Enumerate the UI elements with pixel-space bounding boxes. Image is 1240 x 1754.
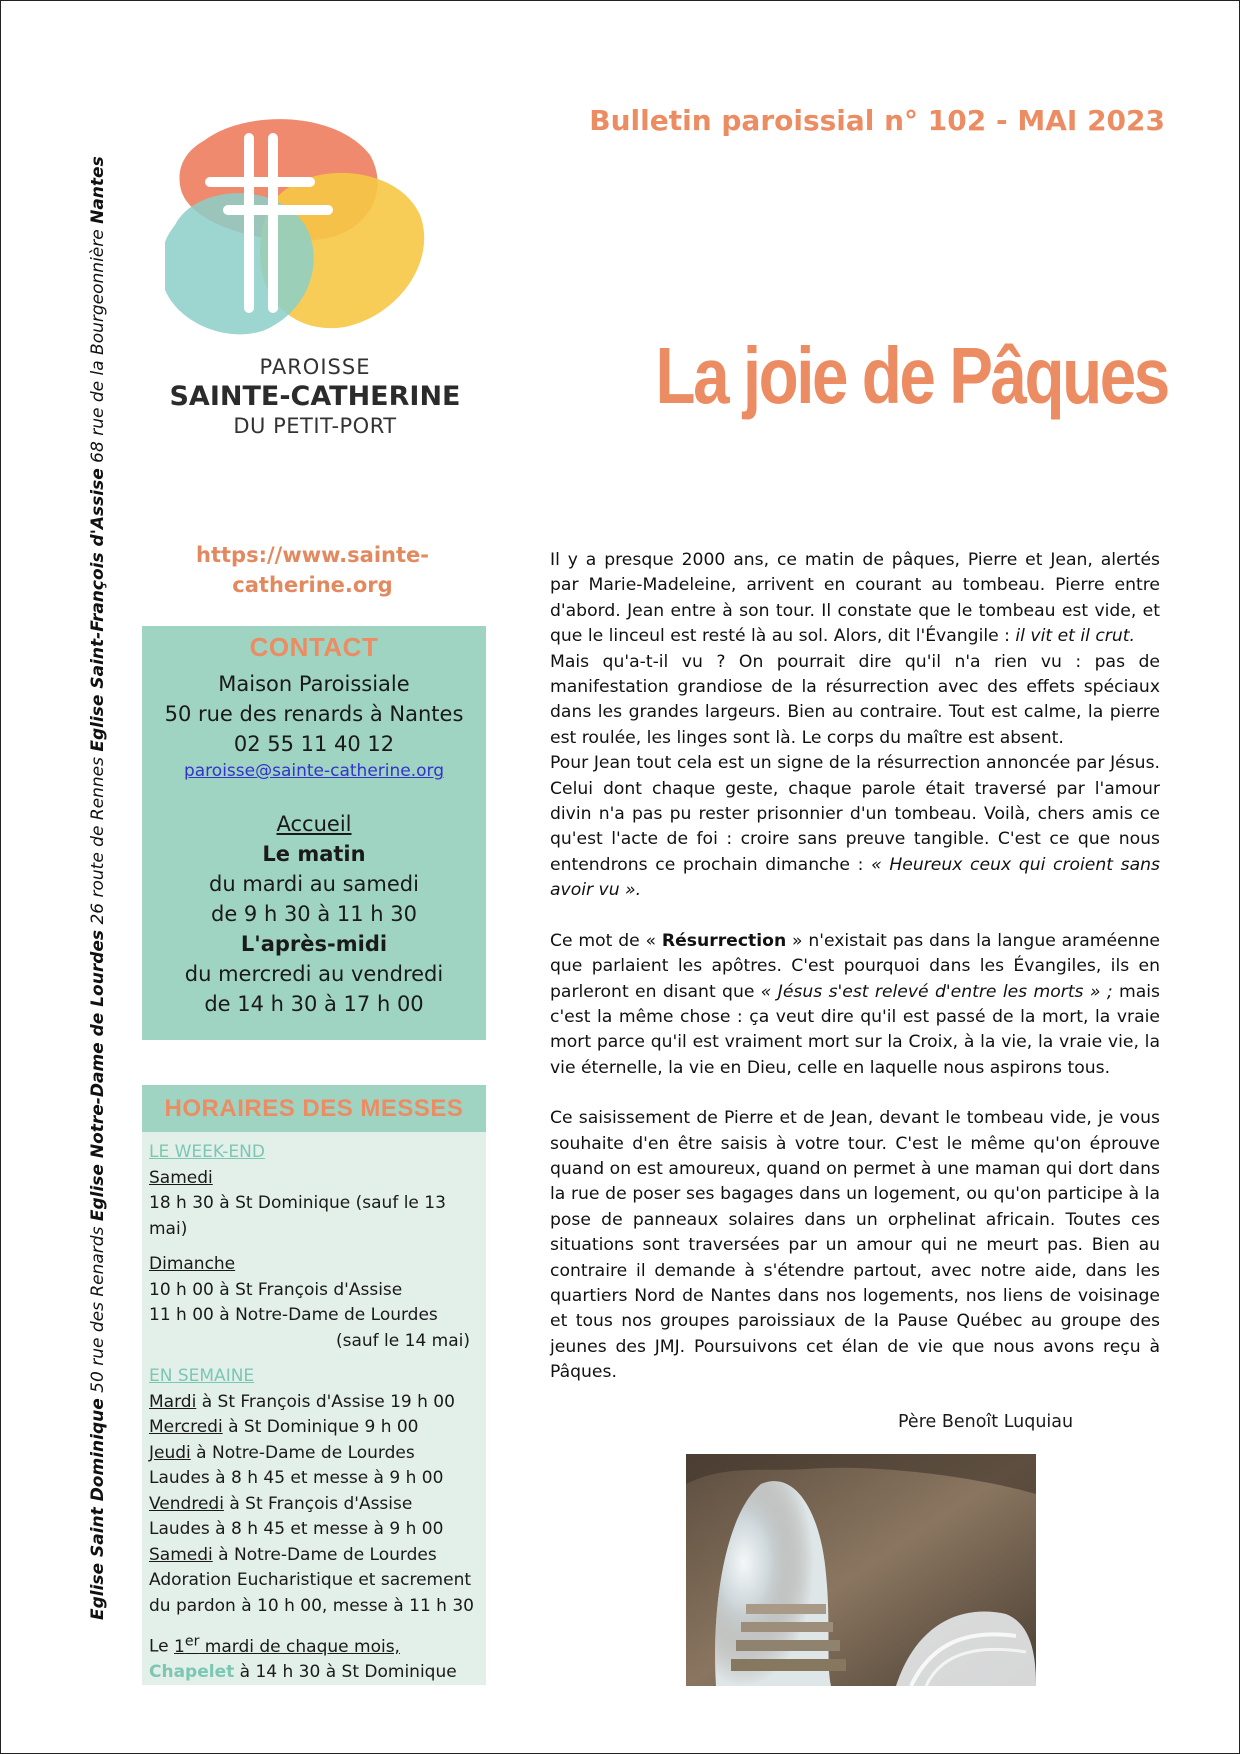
p1-text-c: Pour Jean tout cela est un signe de la résurrection annoncée par Jésus. Celui dont chaque geste, chaque parole était traversé par l'amour divin n'a pas pu rester prisonnier d'un tombeau. Voilà, chers amis ce qu'est l'acte de foi : croire sans preuve tangible. C'est ce que nous entendrons ce prochain dimanche : xyxy=(550,753,1160,875)
logo-wordmark xyxy=(150,355,480,438)
saturday-weekday-mass xyxy=(149,1543,478,1569)
rosary-first-tuesday xyxy=(174,1633,400,1657)
contact-name: Maison Paroissiale xyxy=(218,672,410,696)
p2-quote: « Jésus s'est relevé d'entre les morts » ; xyxy=(760,981,1113,1002)
wednesday-label: Mercredi xyxy=(149,1417,223,1437)
thursday-mass xyxy=(149,1441,478,1467)
logo-line-district: DU PETIT-PORT xyxy=(233,414,397,438)
weekend-label: LE WEEK-END xyxy=(149,1142,265,1162)
contact-address: 50 rue des renards à Nantes xyxy=(164,702,464,726)
church-3-name: Eglise Saint-François d'Assise xyxy=(88,468,108,752)
rosary-prefix: Le xyxy=(149,1636,175,1657)
p1-quote-c: « Heureux ceux qui croient sans avoir vu ». xyxy=(550,854,1160,901)
saturday-label: Samedi xyxy=(149,1167,213,1188)
accueil-label: Accueil xyxy=(276,812,352,836)
bulletin-number: Bulletin paroissial n° 102 - MAI 2023 xyxy=(589,104,1165,137)
p2-text-b: » n'existait pas dans la langue araméenne que parlaient les apôtres. C'est pourquoi dans les Évangiles, ils en parleront en disant que xyxy=(550,930,1160,1002)
rosary-line-2 xyxy=(149,1660,478,1686)
contact-box xyxy=(142,626,486,1040)
churches-vertical-text xyxy=(88,156,108,1620)
signature: Père Benoît Luquiau xyxy=(898,1412,1074,1432)
rosary-line-1 xyxy=(149,1629,478,1660)
saturday-weekday-label: Samedi xyxy=(149,1544,213,1565)
saturday-mass: 18 h 30 à St Dominique (sauf le 13 mai) xyxy=(149,1193,446,1239)
friday-mass xyxy=(149,1492,478,1518)
city-name: Nantes xyxy=(88,156,108,224)
mass-schedule-title: HORAIRES DES MESSES xyxy=(142,1085,486,1132)
p1-text-b: Mais qu'a-t-il vu ? On pourrait dire qu'il n'a rien vu : pas de manifestation grandiose de la résurrection avec des effets spéciaux dans les grandes largeurs. Bien au contraire. Tout est calme, la pierre est roulée, les linges sont là. Le corps du maître est absent. xyxy=(550,651,1160,748)
tuesday-text: à St François d'Assise 19 h 00 xyxy=(196,1391,455,1412)
p1-quote-a: il vit et il crut. xyxy=(1015,626,1135,647)
morning-label: Le matin xyxy=(262,842,366,866)
church-2-address: 26 route de Rennes xyxy=(88,751,108,930)
thursday-text: à Notre-Dame de Lourdes xyxy=(190,1442,415,1463)
p1-text-a: Il y a presque 2000 ans, ce matin de pâques, Pierre et Jean, alertés par Marie-Madeleine, arrivent en courant au tombeau. Pierre entre d'abord. Jean entre à son tour. Il constate que le tombeau est vide, et que le linceul est resté là au sol. Alors, dit l'Évangile : xyxy=(550,550,1160,647)
morning-days: du mardi au samedi xyxy=(209,872,419,896)
wednesday-mass xyxy=(149,1415,478,1441)
rosary-frequency: mardi de chaque mois, xyxy=(199,1636,400,1657)
afternoon-days: du mercredi au vendredi xyxy=(184,962,444,986)
article-paragraph-3: Ce saisissement de Pierre et de Jean, devant le tombeau vide, je vous souhaite d'en être saisis à votre tour. C'est le même qu'on éprouve quand on est amoureux, quand on permet à une maman qui dort dans la rue de poser ses bagages dans un logement, ou qu'on participe à la pose de panneaux solaires dans un orphelinat africain. Toutes ces situations sont traversées par un amour qui ne meurt pas. Bien au contraire il demande à s'étendre partout, avec notre aide, dans les quartiers Nord de Nantes dans nos logements, nos liens de voisinage et tous nos groupes paroissiaux de la Pause Québec au groupe des jeunes des JMJ. Poursuivons cet élan de vie que nous avons reçu à Pâques. xyxy=(550,1108,1160,1383)
contact-email-link[interactable]: paroisse@sainte-catherine.org xyxy=(183,761,445,781)
parish-logo-icon xyxy=(165,115,465,355)
empty-tomb-photo xyxy=(686,1454,1036,1686)
afternoon-hours: de 14 h 30 à 17 h 00 xyxy=(204,992,424,1016)
wednesday-text: à St Dominique 9 h 00 xyxy=(222,1417,419,1437)
p2-text-a: Ce mot de « xyxy=(550,930,662,951)
church-2-name: Eglise Notre-Dame de Lourdes xyxy=(88,929,108,1222)
church-3-address: 68 rue de la Bourgeonnière xyxy=(88,223,108,469)
rosary-label: Chapelet xyxy=(149,1662,235,1683)
sunday-label: Dimanche xyxy=(149,1254,236,1274)
friday-label: Vendredi xyxy=(149,1493,224,1514)
article-paragraph-2 xyxy=(550,929,1160,1081)
p2-text-c: mais c'est la même chose : ça veut dire qu'il est passé de la mort, la vraie mort parce qu'il est vraiment mort sur la Croix, à la vie, la vraie vie, la vie éternelle, la vie en Dieu, celle en laquelle nous aspirons tous. xyxy=(550,981,1161,1078)
sunday-mass-note: (sauf le 14 mai) xyxy=(335,1330,470,1351)
saturday-detail-1: Adoration Eucharistique et sacrement xyxy=(149,1570,472,1590)
tuesday-label: Mardi xyxy=(149,1391,197,1412)
friday-text: à St François d'Assise xyxy=(223,1493,413,1514)
saturday-detail-2: du pardon à 10 h 00, messe à 11 h 30 xyxy=(149,1595,474,1616)
church-1-address: 50 rue des Renards xyxy=(88,1221,108,1399)
thursday-label: Jeudi xyxy=(149,1442,191,1463)
article-paragraph-1 xyxy=(550,548,1160,904)
logo-line-paroisse: PAROISSE xyxy=(259,355,371,379)
church-1-name: Eglise Saint Dominique xyxy=(88,1398,108,1620)
thursday-detail: Laudes à 8 h 45 et messe à 9 h 00 xyxy=(149,1468,444,1488)
contact-title: CONTACT xyxy=(249,632,379,662)
sunday-mass-2: 11 h 00 à Notre-Dame de Lourdes xyxy=(149,1305,438,1325)
mass-schedule-box xyxy=(142,1085,486,1685)
sunday-mass-1: 10 h 00 à St François d'Assise xyxy=(149,1279,403,1300)
rosary-time: à 14 h 30 à St Dominique xyxy=(234,1662,457,1683)
website-line-1: https://www.sainte- xyxy=(196,543,429,567)
p2-keyword: Résurrection xyxy=(661,930,787,951)
editorial-article xyxy=(550,548,1160,1411)
afternoon-label: L'après-midi xyxy=(240,932,388,956)
website-line-2: catherine.org xyxy=(232,573,393,597)
contact-phone: 02 55 11 40 12 xyxy=(233,732,395,756)
website-link[interactable] xyxy=(150,540,475,600)
morning-hours: de 9 h 30 à 11 h 30 xyxy=(211,902,417,926)
rosary-ordinal: 1 xyxy=(174,1636,185,1657)
friday-detail: Laudes à 8 h 45 et messe à 9 h 00 xyxy=(149,1519,444,1539)
page-title: La joie de Pâques xyxy=(655,331,1168,420)
rosary-ordinal-suffix: er xyxy=(184,1633,200,1649)
tuesday-mass xyxy=(149,1390,478,1416)
saturday-weekday-text: à Notre-Dame de Lourdes xyxy=(212,1544,437,1565)
logo-line-name: SAINTE-CATHERINE xyxy=(169,381,461,412)
weekday-label: EN SEMAINE xyxy=(149,1366,255,1386)
